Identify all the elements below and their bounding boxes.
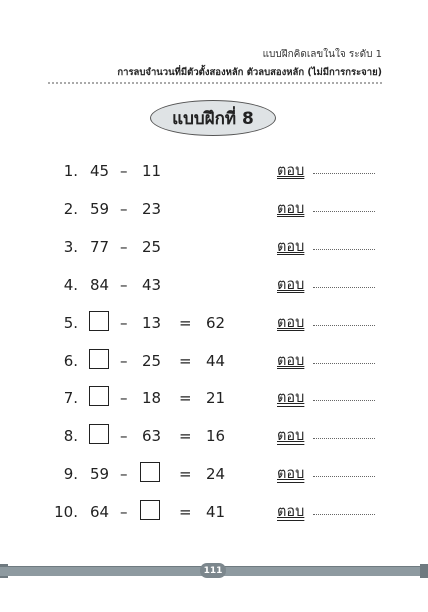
equals-sign: =: [179, 465, 192, 484]
exercise-row: [0, 197, 428, 221]
answer-label: ตอบ: [277, 428, 305, 445]
answer-line[interactable]: [313, 173, 375, 174]
answer-label: ตอบ: [277, 314, 305, 331]
minus-sign: –: [120, 199, 128, 218]
answer-label: ตอบ: [277, 466, 305, 483]
minuend: 77: [90, 237, 110, 256]
exercise-row: [0, 235, 428, 259]
exercise-number: 4.: [63, 275, 78, 294]
subtrahend: 13: [142, 313, 162, 332]
equals-sign: =: [179, 427, 192, 446]
equals-sign: =: [179, 503, 192, 522]
exercise-row: [0, 462, 428, 486]
result: 62: [206, 313, 226, 332]
exercise-title: แบบฝึกที่ 8: [150, 100, 276, 136]
exercise-row: [0, 386, 428, 410]
subtrahend: 25: [142, 237, 162, 256]
exercise-number: 5.: [63, 313, 78, 332]
minus-sign: –: [120, 465, 128, 484]
answer-line[interactable]: [313, 325, 375, 326]
subtrahend: 11: [142, 162, 162, 180]
answer-label: ตอบ: [277, 390, 305, 407]
exercise-number: 9.: [63, 465, 78, 484]
minus-sign: –: [120, 427, 128, 446]
answer-box[interactable]: [89, 424, 109, 444]
minuend: 45: [90, 162, 110, 180]
answer-box[interactable]: [89, 311, 109, 331]
exercise-row: [0, 424, 428, 448]
minuend: 59: [90, 199, 110, 218]
exercise-row: [0, 311, 428, 335]
series-title: แบบฝึกคิดเลขในใจ ระดับ 1: [262, 49, 382, 60]
footer-right-mark: [420, 564, 428, 578]
answer-line[interactable]: [313, 363, 375, 364]
answer-line[interactable]: [313, 400, 375, 401]
answer-line[interactable]: [313, 211, 375, 212]
exercise-row: [0, 159, 428, 183]
exercise-number: 8.: [63, 427, 78, 446]
minus-sign: –: [120, 389, 128, 408]
exercise-row: [0, 349, 428, 373]
exercise-number: 2.: [63, 199, 78, 218]
minuend: 59: [90, 465, 110, 484]
subtrahend: 43: [142, 275, 162, 294]
exercise-number: 3.: [63, 237, 78, 256]
answer-line[interactable]: [313, 249, 375, 250]
answer-line[interactable]: [313, 476, 375, 477]
minus-sign: –: [120, 237, 128, 256]
answer-label: ตอบ: [277, 238, 305, 255]
equals-sign: =: [179, 351, 192, 370]
lesson-subtitle: การลบจำนวนที่มีตัวตั้งสองหลัก ตัวลบสองหลัก (ไม่มีการกระจาย): [117, 67, 382, 78]
answer-box[interactable]: [89, 349, 109, 369]
page-number: 111: [200, 563, 226, 578]
exercise-row: [0, 273, 428, 297]
equals-sign: =: [179, 313, 192, 332]
result: 41: [206, 503, 226, 522]
exercise-number: 7.: [63, 389, 78, 408]
answer-label: ตอบ: [277, 163, 305, 179]
exercise-number: 1.: [63, 162, 78, 180]
subtrahend: 25: [142, 351, 162, 370]
minus-sign: –: [120, 275, 128, 294]
minuend: 64: [90, 503, 110, 522]
subtrahend: 63: [142, 427, 162, 446]
result: 16: [206, 427, 226, 446]
exercise-row: [0, 500, 428, 524]
answer-box[interactable]: [140, 462, 160, 482]
minus-sign: –: [120, 351, 128, 370]
minus-sign: –: [120, 503, 128, 522]
minus-sign: –: [120, 313, 128, 332]
result: 24: [206, 465, 226, 484]
answer-line[interactable]: [313, 438, 375, 439]
minuend: 84: [90, 275, 110, 294]
answer-label: ตอบ: [277, 352, 305, 369]
header-divider: [48, 82, 382, 84]
subtrahend: 18: [142, 389, 162, 408]
answer-box[interactable]: [89, 386, 109, 406]
answer-label: ตอบ: [277, 200, 305, 217]
answer-label: ตอบ: [277, 276, 305, 293]
equals-sign: =: [179, 389, 192, 408]
exercise-number: 6.: [63, 351, 78, 370]
answer-line[interactable]: [313, 287, 375, 288]
result: 21: [206, 389, 226, 408]
subtrahend: 23: [142, 199, 162, 218]
answer-label: ตอบ: [277, 504, 305, 521]
result: 44: [206, 351, 226, 370]
answer-box[interactable]: [140, 500, 160, 520]
exercise-number: 10.: [54, 503, 78, 522]
minus-sign: –: [120, 162, 128, 180]
answer-line[interactable]: [313, 514, 375, 515]
